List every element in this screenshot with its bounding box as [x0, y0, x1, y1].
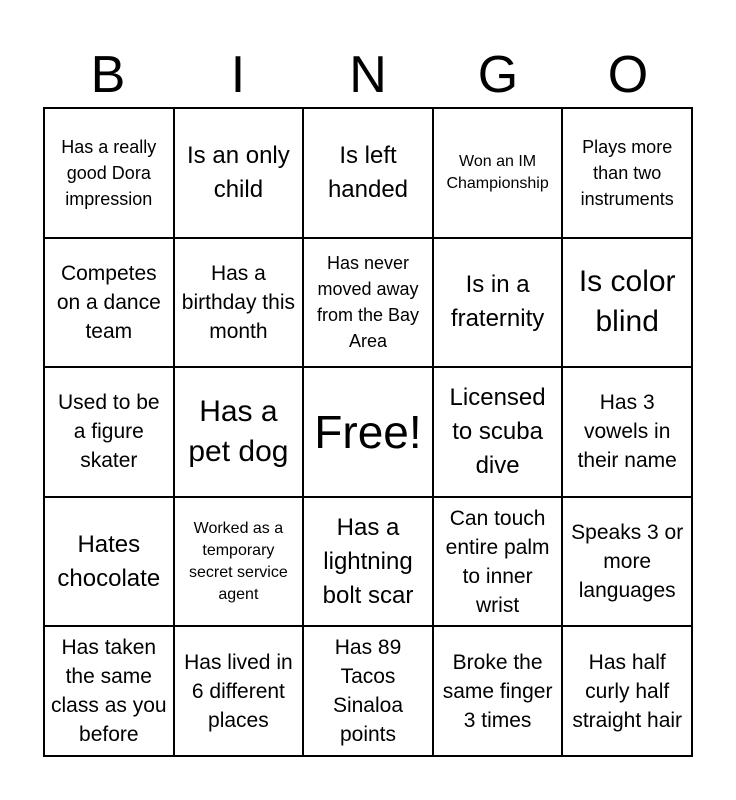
cell-text: Plays more than two instruments: [580, 136, 674, 209]
cell-text: Has 3 vowels in their name: [577, 391, 677, 473]
header-letter-n: N: [349, 46, 387, 104]
cell-text: Is in a fraternity: [450, 271, 545, 333]
cell-text: Broke the same finger 3 times: [442, 650, 553, 732]
cell-text: Has a birthday this month: [181, 261, 295, 343]
cell-text: Hates chocolate: [57, 530, 161, 592]
cell-text: Used to be a figure skater: [58, 391, 160, 473]
cell-text: Speaks 3 or more languages: [571, 521, 684, 603]
bingo-cell-r3c1[interactable]: [175, 498, 305, 628]
cell-text: Has lived in 6 different places: [184, 650, 293, 732]
cell-text: Has 89 Tacos Sinaloa points: [332, 636, 404, 747]
cell-text: Has half curly half straight hair: [572, 650, 683, 732]
bingo-cell-r4c1[interactable]: [175, 627, 305, 757]
bingo-cell-r2c1[interactable]: [175, 368, 305, 498]
bingo-cell-r4c3[interactable]: [434, 627, 564, 757]
cell-text: Worked as a temporary secret service agent: [189, 519, 288, 603]
cell-text: Has a lightning bolt scar: [322, 513, 414, 609]
cell-text: Has taken the same class as you before: [51, 636, 167, 747]
bingo-cell-r1c3[interactable]: [434, 239, 564, 369]
bingo-board: [43, 107, 693, 757]
cell-text: Has a pet dog: [188, 394, 289, 468]
bingo-cell-r4c0[interactable]: [45, 627, 175, 757]
bingo-cell-free[interactable]: [304, 368, 434, 498]
bingo-cell-r3c0[interactable]: [45, 498, 175, 628]
cell-text: Has a really good Dora impression: [61, 136, 157, 209]
bingo-cell-r0c3[interactable]: [434, 109, 564, 239]
header-letter-g: G: [477, 46, 519, 104]
cell-text: Has never moved away from the Bay Area: [316, 253, 420, 352]
cell-text: Is color blind: [578, 265, 676, 339]
cell-text: Competes on a dance team: [56, 261, 161, 343]
bingo-cell-r0c1[interactable]: [175, 109, 305, 239]
bingo-cell-r1c1[interactable]: [175, 239, 305, 369]
bingo-cell-r4c2[interactable]: [304, 627, 434, 757]
free-space-text: Free!: [314, 405, 422, 458]
cell-text: Is left handed: [327, 141, 409, 203]
header-letter-i: I: [230, 46, 246, 104]
cell-text: Can touch entire palm to inner wrist: [445, 506, 550, 617]
header-letter-b: B: [90, 46, 126, 104]
header-letter-o: O: [607, 46, 649, 104]
cell-text: Licensed to scuba dive: [449, 383, 546, 479]
bingo-cell-r4c4[interactable]: [563, 627, 693, 757]
cell-text: Is an only child: [187, 141, 290, 203]
bingo-cell-r0c0[interactable]: [45, 109, 175, 239]
bingo-cell-r3c4[interactable]: [563, 498, 693, 628]
bingo-cell-r0c2[interactable]: [304, 109, 434, 239]
cell-text: Won an IM Championship: [446, 152, 549, 192]
bingo-cell-r2c3[interactable]: [434, 368, 564, 498]
bingo-cell-r1c4[interactable]: [563, 239, 693, 369]
bingo-header: [43, 44, 693, 106]
bingo-cell-r2c4[interactable]: [563, 368, 693, 498]
bingo-cell-r0c4[interactable]: [563, 109, 693, 239]
bingo-cell-r3c3[interactable]: [434, 498, 564, 628]
bingo-cell-r1c0[interactable]: [45, 239, 175, 369]
bingo-cell-r2c0[interactable]: [45, 368, 175, 498]
bingo-cell-r3c2[interactable]: [304, 498, 434, 628]
bingo-cell-r1c2[interactable]: [304, 239, 434, 369]
